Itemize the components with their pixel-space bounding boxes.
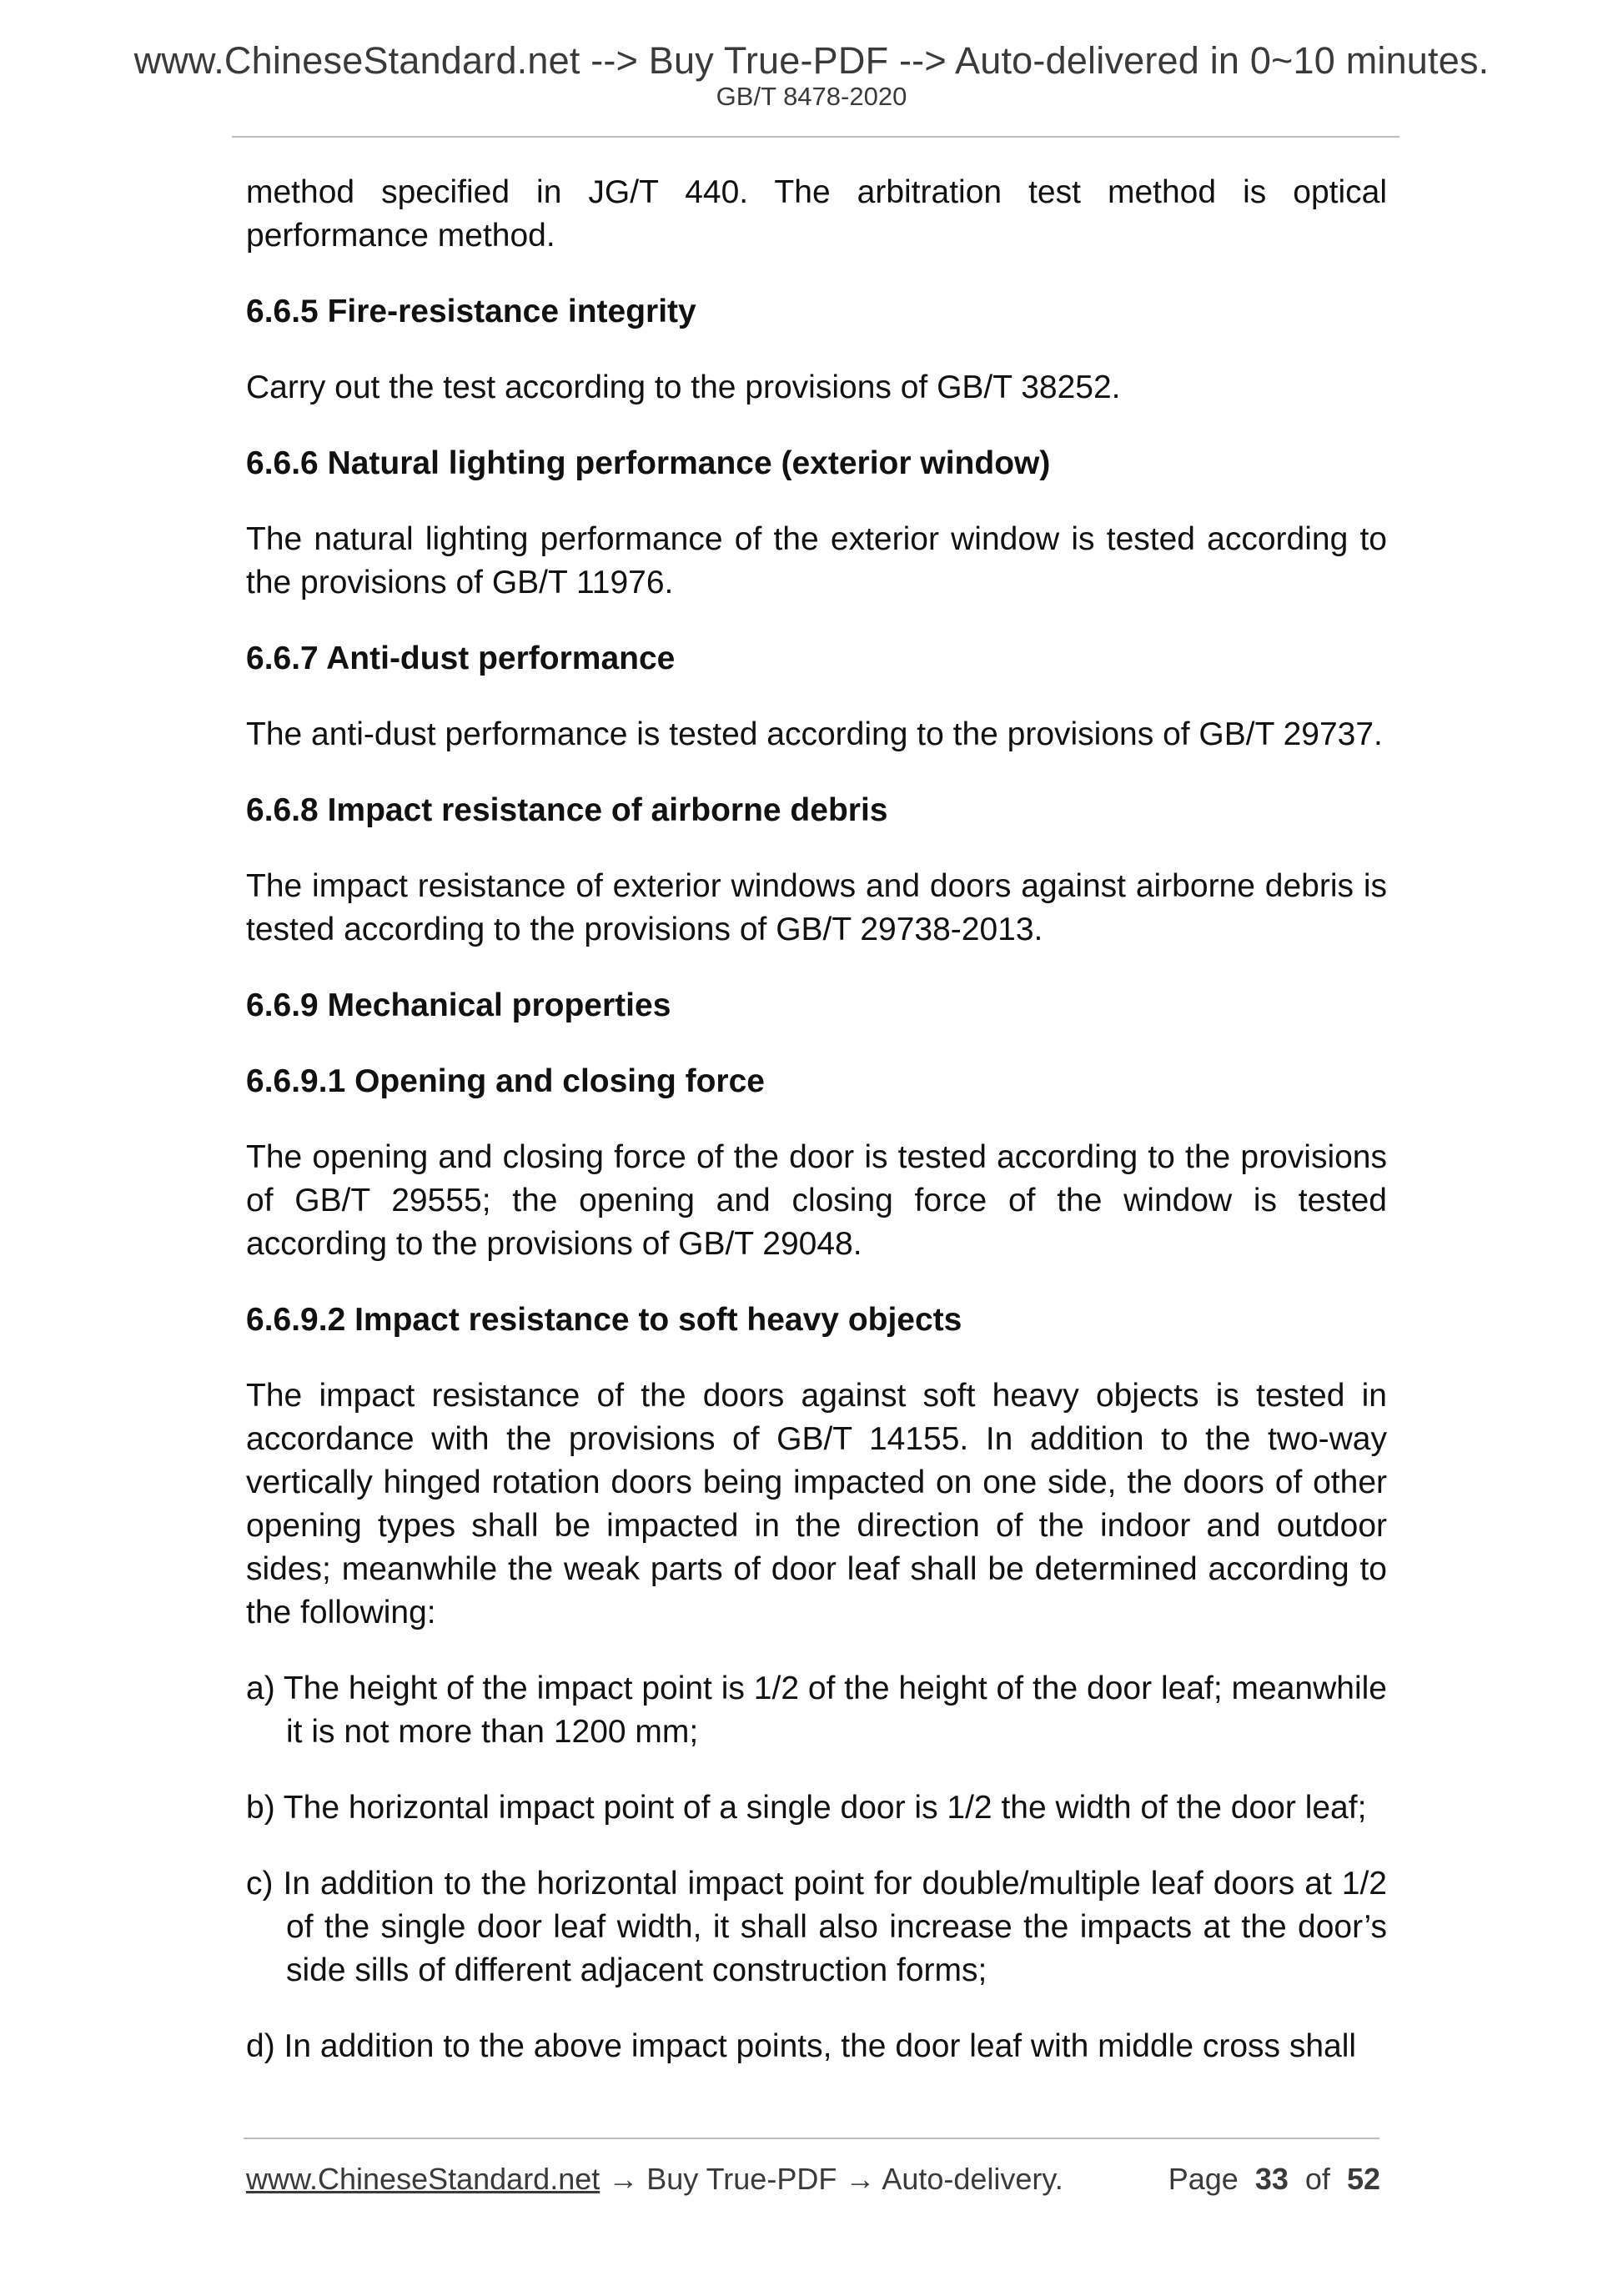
paragraph-6-6-8: The impact resistance of exterior windows and doors against airborne debris is tested according to the provisions of GB/T 29738-2013. xyxy=(246,868,1387,947)
heading-6-6-9: 6.6.9 Mechanical properties xyxy=(246,987,671,1023)
heading-6-6-7: 6.6.7 Anti-dust performance xyxy=(246,641,676,676)
header-divider xyxy=(232,136,1399,138)
heading-6-6-9-1: 6.6.9.1 Opening and closing force xyxy=(246,1063,765,1099)
page-footer xyxy=(246,2158,1380,2200)
heading-6-6-8: 6.6.8 Impact resistance of airborne debris xyxy=(246,792,888,828)
paragraph-intro: method specified in JG/T 440. The arbitration test method is optical performance method. xyxy=(246,174,1387,254)
page-indicator xyxy=(1168,2158,1380,2200)
list-item-d: d) In addition to the above impact points, the door leaf with middle cross shall xyxy=(246,2028,1357,2064)
page-label: Page xyxy=(1168,2162,1239,2196)
list-item-c: c) In addition to the horizontal impact point for double/multiple leaf doors at 1/2 of the single door leaf width, it shall also increase the impacts at the door’s side sills of different adjacent construction forms; xyxy=(246,1866,1387,1988)
footer-left xyxy=(246,2158,1063,2200)
footer-tagline: → Buy True-PDF → Auto-delivery. xyxy=(600,2162,1063,2196)
standard-code: GB/T 8478-2020 xyxy=(716,82,907,111)
page-content xyxy=(246,171,1387,2068)
page-number: 33 xyxy=(1254,2162,1289,2196)
paragraph-6-6-5: Carry out the test according to the provisions of GB/T 38252. xyxy=(246,369,1121,405)
paragraph-6-6-9-2: The impact resistance of the doors against soft heavy objects is tested in accordance with the provisions of GB/T 14155. In addition to the two-way vertically hinged rotation doors being impacted on one side, the doors of other opening types shall be impacted in the direction of the indoor and outdoor sides; meanwhile the weak parts of door leaf shall be determined according to the following: xyxy=(246,1378,1387,1630)
of-label: of xyxy=(1304,2162,1330,2196)
impact-point-list xyxy=(246,1667,1387,2068)
paragraph-6-6-7: The anti-dust performance is tested according to the provisions of GB/T 29737. xyxy=(246,716,1383,752)
footer-divider xyxy=(244,2138,1379,2139)
footer-site-link[interactable]: www.ChineseStandard.net xyxy=(246,2162,600,2196)
paragraph-6-6-9-1: The opening and closing force of the door is tested according to the provisions of GB/T 29555; the opening and closing force of the window is tested according to the provisions of GB/T 29048. xyxy=(246,1139,1387,1262)
heading-6-6-5: 6.6.5 Fire-resistance integrity xyxy=(246,294,696,329)
page-total: 52 xyxy=(1346,2162,1380,2196)
list-item-a: a) The height of the impact point is 1/2 of the height of the door leaf; meanwhile it is not more than 1200 mm; xyxy=(246,1671,1387,1750)
paragraph-6-6-6: The natural lighting performance of the exterior window is tested according to the provisions of GB/T 11976. xyxy=(246,521,1387,600)
heading-6-6-6: 6.6.6 Natural lighting performance (exterior window) xyxy=(246,445,1051,481)
site-banner: www.ChineseStandard.net --> Buy True-PDF --> Auto-delivered in 0~10 minutes. xyxy=(133,39,1490,82)
heading-6-6-9-2: 6.6.9.2 Impact resistance to soft heavy objects xyxy=(246,1302,962,1338)
list-item-b: b) The horizontal impact point of a single door is 1/2 the width of the door leaf; xyxy=(246,1790,1367,1826)
